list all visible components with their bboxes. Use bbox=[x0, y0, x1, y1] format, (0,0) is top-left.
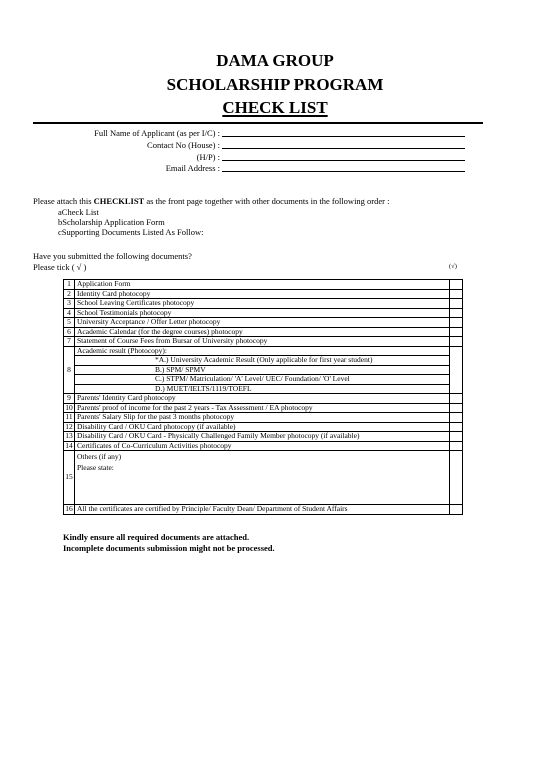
tick-box[interactable] bbox=[450, 299, 463, 309]
row-description: Parents' proof of income for the past 2 years - Tax Assessment / EA photocopy bbox=[75, 403, 450, 413]
others-state-label: Please state: bbox=[77, 463, 114, 472]
row-number: 7 bbox=[64, 337, 75, 347]
tick-box[interactable] bbox=[450, 505, 463, 515]
attach-suffix: as the front page together with other documents in the following order : bbox=[144, 196, 390, 206]
table-row bbox=[64, 318, 463, 328]
row-number: 8 bbox=[64, 346, 75, 394]
row-number: 10 bbox=[65, 402, 73, 412]
full-name-field[interactable] bbox=[222, 126, 465, 137]
order-item-c-text: Supporting Documents Listed As Follow: bbox=[61, 227, 204, 237]
email-label: Email Address : bbox=[165, 163, 220, 173]
row-description: Disability Card / OKU Card - Physically Challenged Family Member photocopy (if available) bbox=[75, 432, 450, 442]
tick-box[interactable] bbox=[450, 394, 463, 404]
row-number: 13 bbox=[65, 431, 73, 440]
row-description: Statement of Course Fees from Bursar of University photocopy bbox=[75, 337, 450, 347]
row-description: Parents' Identity Card photocopy bbox=[75, 394, 450, 404]
table-row-others bbox=[64, 451, 463, 505]
row-description: Certificates of Co-Curriculum Activities photocopy bbox=[75, 441, 450, 451]
row-number: 11 bbox=[65, 412, 73, 421]
table-row bbox=[64, 432, 463, 442]
email-field[interactable] bbox=[222, 161, 465, 172]
row-number: 6 bbox=[64, 327, 75, 337]
table-row bbox=[64, 505, 463, 515]
row-description: Academic Calendar (for the degree courses) photocopy bbox=[75, 327, 450, 337]
table-row bbox=[64, 394, 463, 404]
row-number: 4 bbox=[64, 308, 75, 318]
order-item-b-text: Scholarship Application Form bbox=[62, 217, 165, 227]
order-item-c-letter: c bbox=[58, 227, 62, 237]
order-item-b-letter: b bbox=[58, 217, 63, 227]
checklist-table bbox=[63, 279, 463, 515]
row-number: 16 bbox=[65, 504, 73, 513]
table-row bbox=[64, 441, 463, 451]
table-row bbox=[64, 413, 463, 423]
order-item-c bbox=[58, 227, 203, 237]
footer-note-attached: Kindly ensure all required documents are attached. bbox=[63, 532, 250, 542]
row-description: Disability Card / OKU Card photocopy (if available) bbox=[75, 422, 450, 432]
contact-hp-label: (H/P) : bbox=[196, 152, 220, 162]
full-name-label: Full Name of Applicant (as per I/C) : bbox=[94, 128, 220, 138]
tick-box[interactable] bbox=[450, 403, 463, 413]
academic-sub-a: *A.) University Academic Result (Only applicable for first year student) bbox=[75, 356, 450, 366]
table-row bbox=[64, 337, 463, 347]
tick-box[interactable] bbox=[450, 432, 463, 442]
row-description: School Testimonials photocopy bbox=[75, 308, 450, 318]
academic-sub-row bbox=[64, 375, 463, 385]
contact-house-label: Contact No (House) : bbox=[147, 140, 220, 150]
tick-box[interactable] bbox=[450, 318, 463, 328]
document-title bbox=[0, 98, 550, 118]
row-number: 15 bbox=[64, 451, 75, 505]
attach-prefix: Please attach this bbox=[33, 196, 94, 206]
row-number: 9 bbox=[64, 394, 75, 404]
attach-instruction bbox=[33, 196, 473, 206]
academic-sub-b: B.) SPM/ SPMV bbox=[75, 365, 450, 375]
row-number: 12 bbox=[65, 421, 73, 431]
tick-box[interactable] bbox=[450, 413, 463, 423]
tick-box[interactable] bbox=[450, 327, 463, 337]
order-item-a bbox=[58, 207, 99, 217]
order-item-b bbox=[58, 217, 165, 227]
order-item-a-letter: a bbox=[58, 207, 62, 217]
title-divider bbox=[33, 122, 483, 124]
tick-prompt: Please tick ( √ ) bbox=[33, 262, 87, 272]
attach-bold: CHECKLIST bbox=[93, 196, 145, 206]
footer-note-incomplete: Incomplete documents submission might not be processed. bbox=[63, 543, 275, 553]
academic-sub-c: C.) STPM/ Matriculation/ 'A' Level/ UEC/ Foundation/ 'O' Level bbox=[75, 375, 450, 385]
row-number: 2 bbox=[64, 289, 75, 299]
tick-column-header: (√) bbox=[449, 263, 457, 270]
row-number: 5 bbox=[64, 318, 75, 328]
row-number: 3 bbox=[64, 299, 75, 309]
row-number: 14 bbox=[65, 440, 73, 450]
row-description: University Acceptance / Offer Letter photocopy bbox=[75, 318, 450, 328]
table-row bbox=[64, 299, 463, 309]
row-description: Identity Card photocopy bbox=[75, 289, 450, 299]
academic-sub-row bbox=[64, 356, 463, 366]
row-number: 1 bbox=[64, 280, 75, 290]
tick-box[interactable] bbox=[450, 346, 463, 394]
contact-house-field[interactable] bbox=[222, 138, 465, 149]
row-description: Parents' Salary Slip for the past 3 months photocopy bbox=[75, 413, 450, 423]
tick-box[interactable] bbox=[450, 441, 463, 451]
row-description: School Leaving Certificates photocopy bbox=[75, 299, 450, 309]
row-description: Application Form bbox=[75, 280, 450, 290]
tick-box[interactable] bbox=[450, 422, 463, 432]
order-item-a-text: Check List bbox=[61, 207, 99, 217]
submission-question: Have you submitted the following documents? bbox=[33, 251, 192, 261]
academic-title: Academic result (Photocopy): bbox=[75, 346, 450, 356]
others-label: Others (if any) bbox=[77, 452, 122, 461]
company-name: DAMA GROUP bbox=[216, 51, 334, 70]
row-description: All the certificates are certified by Principle/ Faculty Dean/ Department of Student Affairs bbox=[75, 505, 450, 515]
academic-sub-d: D.) MUET/IELTS/1119/TOEFL bbox=[75, 384, 450, 394]
tick-box[interactable] bbox=[450, 308, 463, 318]
contact-hp-field[interactable] bbox=[222, 150, 465, 161]
tick-box[interactable] bbox=[450, 337, 463, 347]
tick-box[interactable] bbox=[450, 289, 463, 299]
document-title-text: CHECK LIST bbox=[222, 98, 328, 117]
tick-box[interactable] bbox=[450, 451, 463, 505]
program-title: SCHOLARSHIP PROGRAM bbox=[166, 75, 384, 94]
tick-box[interactable] bbox=[450, 280, 463, 290]
others-cell[interactable] bbox=[75, 451, 450, 505]
table-row bbox=[64, 280, 463, 290]
